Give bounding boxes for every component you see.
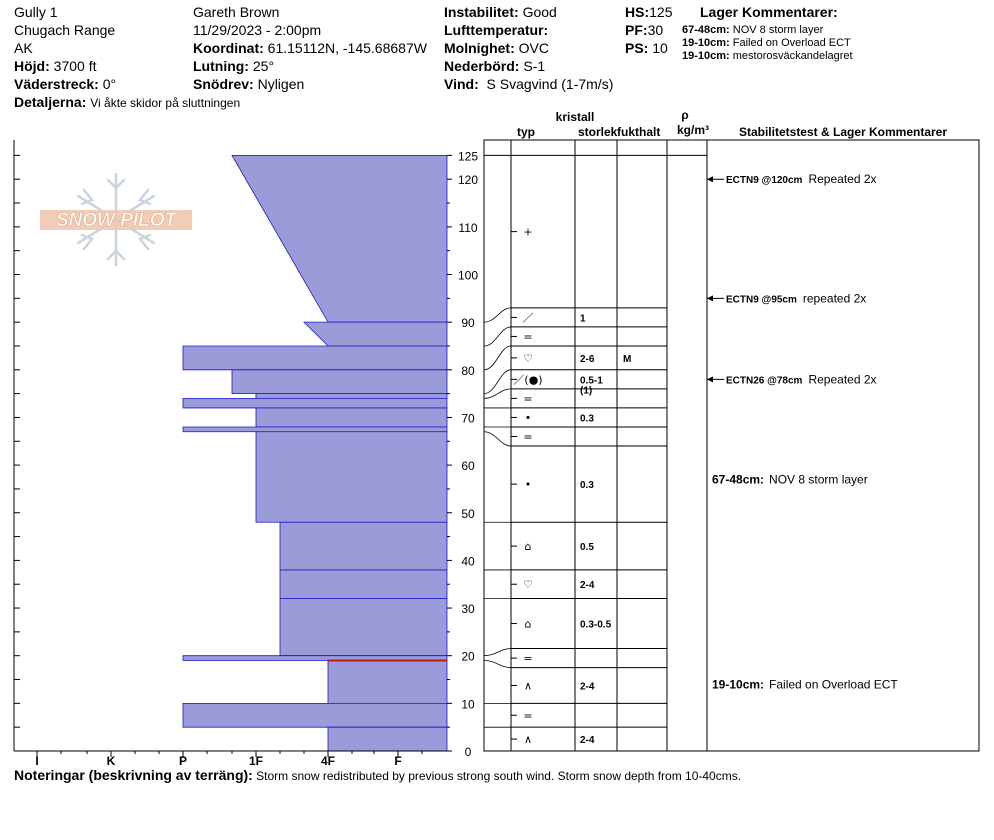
stability-test-comment: repeated 2x [802, 291, 867, 306]
depth-tick-label: 60 [461, 459, 475, 474]
hardness-layer-11 [280, 570, 447, 599]
notes-text: Storm snow redistributed by previous strong south wind. Storm snow depth from 10-40cms. [256, 769, 742, 783]
datetime: 11/29/2023 - 2:00pm [193, 22, 322, 38]
slope-value: 25° [252, 58, 275, 74]
crystal-type-symbol: ♡ [523, 578, 533, 592]
hardness-layer-16 [328, 727, 447, 751]
layer-connector [484, 649, 511, 656]
instability-value: Good [522, 4, 557, 20]
stability-test-arrowhead [707, 376, 713, 382]
crystal-size: 0.3 [580, 480, 594, 492]
layer-comment-1-range: 67-48cm: [682, 24, 730, 36]
state: AK [14, 40, 33, 56]
layer-comment-3-range: 19-10cm: [682, 50, 730, 62]
hardness-layer-12 [280, 599, 447, 656]
crystal-size: 1 [580, 313, 586, 325]
hardness-layer-6 [183, 398, 447, 408]
stability-test-label: ECTN26 @78cm [726, 375, 803, 387]
column-header-crystal: kristall [555, 110, 595, 124]
layer-note-range: 67-48cm: [712, 472, 765, 487]
slope-label: Lutning: [193, 58, 249, 74]
pf-label: PF: [625, 22, 648, 38]
crystal-size: 2-4 [580, 735, 595, 747]
crystal-type-symbol: ♡ [523, 351, 533, 365]
crystal-type-symbol: ⌂ [524, 540, 532, 554]
aspect-value: 0° [102, 76, 117, 92]
wind-loading-value: Nyligen [257, 76, 305, 92]
instability-label: Instabilitet: [444, 4, 519, 20]
layer-connector [484, 660, 511, 667]
hardness-layer-15 [183, 703, 447, 727]
depth-tick-label: 120 [457, 173, 479, 188]
hardness-layer-3 [183, 346, 447, 370]
column-header-stability: Stabilitetstest & Lager Kommentarer [738, 125, 948, 139]
depth-tick-label: 0 [464, 745, 472, 759]
layer-comment-1-text: NOV 8 storm layer [732, 24, 824, 36]
sky-label: Molnighet: [444, 40, 515, 56]
hardness-layer-14 [328, 660, 447, 703]
crystal-type-symbol: ／ [522, 311, 534, 325]
wind-loading-label: Snödrev: [193, 76, 254, 92]
crystal-type-symbol: ／(●) [513, 373, 543, 387]
crystal-type-symbol: ∧ [523, 679, 533, 693]
layer-comment-3-text: mestorosväckandelagret [732, 50, 853, 62]
hs-label: HS: [625, 4, 650, 20]
hardness-tick-label: P [178, 754, 188, 768]
stability-test-comment: Repeated 2x [808, 372, 877, 387]
crystal-size: 0.3-0.5 [580, 619, 612, 631]
hardness-layer-1 [232, 155, 447, 322]
crystal-type-symbol: • [524, 478, 532, 492]
crystal-size-secondary: (1) [580, 385, 593, 397]
layer-connector [484, 308, 511, 322]
stability-test-arrowhead [707, 176, 713, 182]
precip-value: S-1 [523, 58, 546, 74]
air-temp-label: Lufttemperatur: [444, 22, 549, 38]
layer-note-text: Failed on Overload ECT [769, 677, 898, 692]
depth-tick-label: 70 [461, 411, 475, 426]
precip-label: Nederbörd: [444, 58, 520, 74]
hardness-layer-5 [256, 394, 447, 399]
elevation-value: 3700 ft [53, 58, 97, 74]
depth-tick-label: 90 [461, 316, 475, 331]
column-header-density-symbol: ρ [681, 108, 689, 122]
notes-label: Noteringar (beskrivning av terräng): [14, 767, 253, 783]
depth-tick-label: 30 [461, 602, 475, 617]
details-value: Vi åkte skidor på sluttningen [90, 96, 241, 110]
layer-comment-2-text: Failed on Overload ECT [732, 37, 851, 49]
crystal-type-symbol: ∧ [523, 733, 533, 747]
hardness-layer-4 [232, 370, 447, 394]
crystal-size: 2-4 [580, 681, 595, 693]
hs-value: 125 [649, 4, 673, 20]
column-header-size: storlek [578, 125, 618, 139]
pf-value: 30 [647, 22, 664, 38]
coord-value: 61.15112N, -145.68687W [267, 40, 427, 56]
ps-label: PS: [625, 40, 649, 56]
crystal-type-symbol: = [523, 709, 533, 723]
ps-value: 10 [652, 40, 668, 56]
hardness-layer-10 [280, 522, 447, 570]
hardness-layer-7 [256, 408, 447, 427]
hardness-tick-label: I [35, 754, 39, 768]
layer-connector [484, 370, 511, 394]
wind-value: S Svagvind (1-7m/s) [486, 76, 614, 92]
depth-tick-label: 50 [461, 506, 475, 521]
site-name: Gully 1 [14, 4, 58, 20]
depth-tick-label: 110 [458, 220, 478, 235]
layer-connector [484, 327, 511, 346]
sky-value: OVC [518, 40, 549, 56]
hardness-layer-8 [183, 427, 447, 432]
crystal-type-symbol: = [523, 430, 533, 444]
hardness-layer-2 [304, 322, 447, 346]
crystal-type-symbol: = [523, 330, 533, 344]
stability-test-label: ECTN9 @95cm [726, 294, 797, 306]
snow-pilot-logo [38, 172, 194, 267]
logo-text: SNOW PILOT [55, 210, 177, 231]
layer-connector [484, 346, 511, 370]
column-header-type: typ [517, 125, 535, 139]
layer-note-range: 19-10cm: [712, 677, 765, 692]
stability-test-arrowhead [707, 295, 713, 301]
stability-test-comment: Repeated 2x [808, 172, 877, 187]
hardness-tick-label: F [394, 754, 402, 768]
coord-label: Koordinat: [193, 40, 264, 56]
hardness-tick-label: K [106, 754, 116, 768]
hardness-tick-label: 1F [248, 754, 264, 768]
depth-tick-label: 10 [461, 697, 475, 712]
depth-tick-label: 80 [461, 363, 475, 378]
hardness-tick-label: 4F [320, 754, 336, 768]
layer-comments-title: Lager Kommentarer: [700, 4, 838, 20]
observer: Gareth Brown [193, 4, 280, 20]
crystal-table-frame [484, 140, 979, 751]
hardness-layer-9 [256, 432, 447, 523]
depth-tick-label: 100 [457, 268, 479, 283]
crystal-type-symbol: = [523, 652, 533, 666]
crystal-type-symbol: + [523, 225, 533, 239]
layer-comment-2-range: 19-10cm: [682, 37, 730, 49]
crystal-size: 2-6 [580, 353, 595, 365]
column-header-density-unit: kg/m³ [676, 123, 710, 137]
depth-tick-label: 40 [461, 554, 475, 569]
layer-connector [484, 432, 511, 446]
layer-connector [484, 389, 511, 399]
details-label: Detaljerna: [14, 94, 87, 110]
crystal-type-symbol: ⌂ [524, 617, 532, 631]
crystal-size: 2-4 [580, 580, 595, 592]
crystal-type-symbol: = [523, 392, 533, 406]
crystal-size: 0.5 [580, 542, 594, 554]
crystal-type-symbol: • [524, 411, 532, 425]
aspect-label: Väderstreck: [14, 76, 99, 92]
column-header-moisture: fukthalt [617, 125, 661, 139]
depth-tick-label: 20 [461, 649, 475, 664]
notes-row [14, 767, 741, 783]
layer-note-text: NOV 8 storm layer [769, 472, 868, 487]
depth-tick-label: 125 [457, 149, 479, 164]
wind-label: Vind: [444, 76, 479, 92]
crystal-moisture: M [623, 353, 632, 365]
elevation-label: Höjd: [14, 58, 50, 74]
crystal-size: 0.3 [580, 413, 594, 425]
mountain-range: Chugach Range [14, 22, 116, 38]
stability-test-label: ECTN9 @120cm [726, 175, 803, 187]
crystal-size: 0.5-1 [580, 375, 603, 387]
